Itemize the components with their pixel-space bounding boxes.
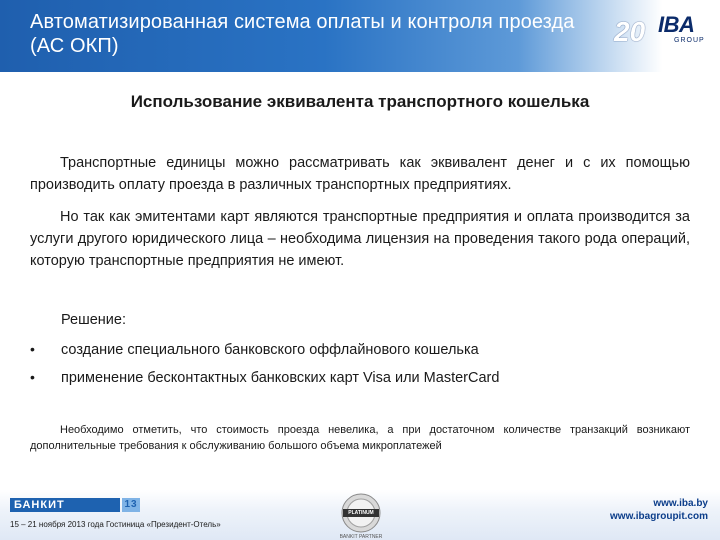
paragraph-2: Но так как эмитентами карт являются транспортные предприятия и оплата производится за услуги другого юридического лица – необходима лицензия на проведения такого рода операций, которую транспортные предприятия не имеют.: [30, 209, 690, 269]
badge-caption: BANKIT PARTNER: [339, 534, 383, 540]
slide-header: [0, 0, 720, 72]
website-link-iba-by[interactable]: www.iba.by: [653, 498, 708, 509]
solution-heading: Решение:: [61, 312, 126, 328]
bullet-text: применение бесконтактных банковских карт Visa или MasterCard: [61, 370, 500, 386]
logo-group-text: GROUP: [674, 37, 705, 44]
footnote: Необходимо отметить, что стоимость проезда невелика, а при достаточном количестве транзакций возникают дополнительные требования к обслуживанию большого объема микроплатежей: [30, 424, 690, 452]
bullet-text: создание специального банковского оффлайнового кошелька: [61, 342, 479, 358]
event-caption: 15 – 21 ноября 2013 года Гостиница «Президент-Отель»: [10, 520, 221, 529]
website-link-ibagroupit[interactable]: www.ibagroupit.com: [610, 511, 708, 522]
bullet-marker: •: [30, 369, 35, 385]
iba-group-logo: [614, 10, 710, 62]
platinum-badge-icon: [337, 492, 385, 534]
logo-iba-text: IBA: [658, 12, 695, 37]
slide-footer: [0, 490, 720, 540]
slide-title: Использование эквивалента транспортного кошелька: [130, 92, 590, 111]
bankit-logo: [10, 498, 138, 512]
bullet-marker: •: [30, 341, 35, 357]
bullet-item-2: [30, 366, 499, 388]
paragraph-1: Транспортные единицы можно рассматривать как эквивалент денег и с их помощью производить оплату проезда в различных транспортных предприятиях.: [30, 155, 690, 193]
bankit-name: БАНКИТ: [14, 499, 65, 511]
header-title: Автоматизированная система оплаты и контроля проезда (АС ОКП): [30, 11, 575, 57]
logo-anniversary-number: 20: [614, 16, 646, 47]
bullet-item-1: [30, 338, 479, 360]
badge-label: PLATINUM: [348, 510, 374, 516]
bankit-number: 13: [122, 498, 140, 512]
